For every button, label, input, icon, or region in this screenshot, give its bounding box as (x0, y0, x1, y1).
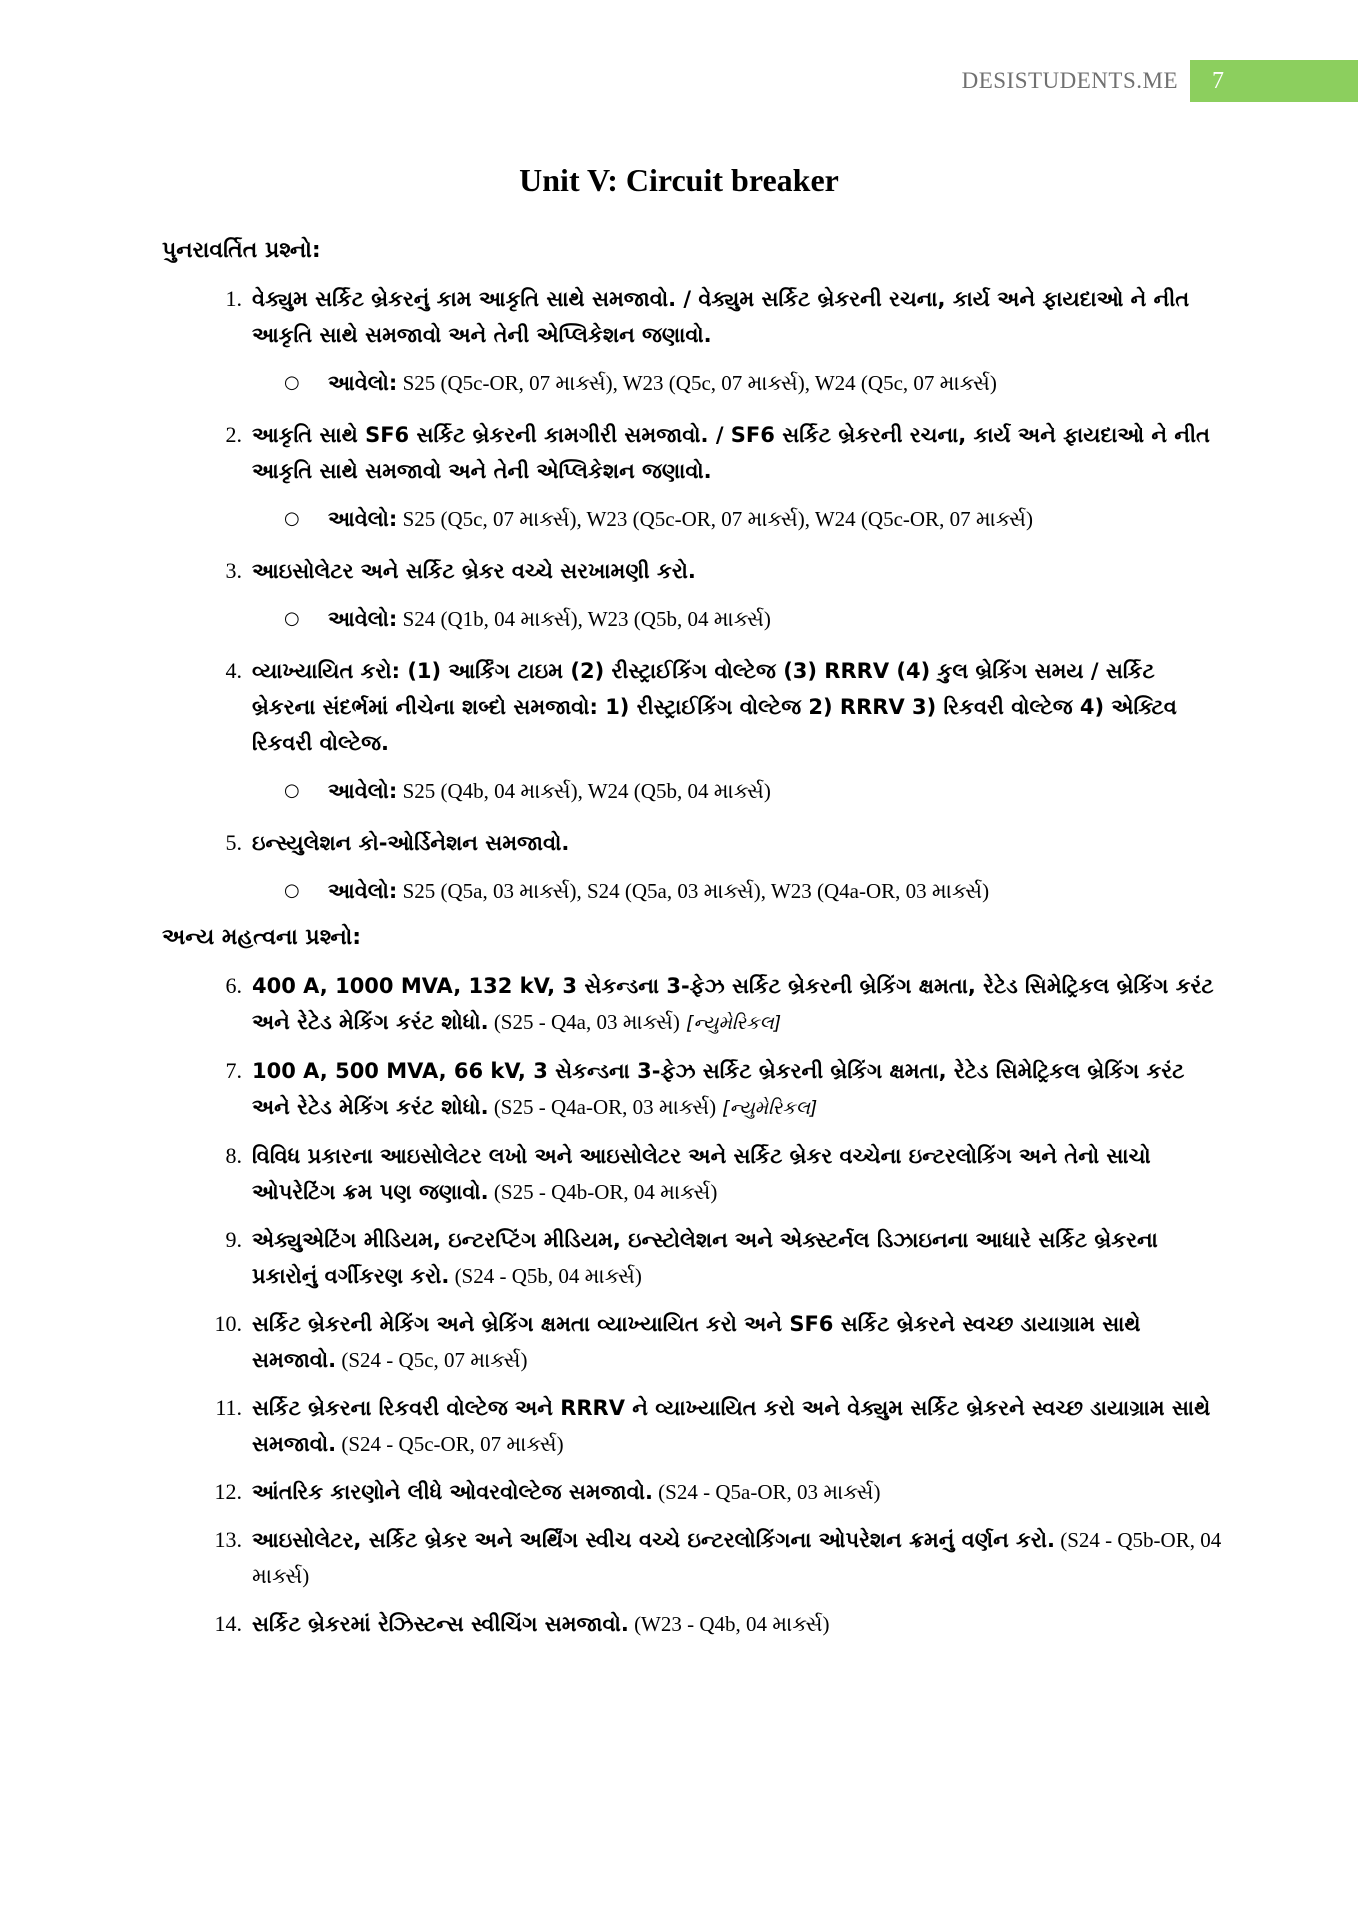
asked-exams: S25 (Q5c, 07 માર્ક્સ), W23 (Q5c-OR, 07 માર્ક્સ), W24 (Q5c-OR, 07 માર્ક્સ) (397, 507, 1034, 531)
question-text: વિવિધ પ્રકારના આઇસોલેટર લખો અને આઇસોલેટર અને સર્કિટ બ્રેકર વચ્ચેના ઇન્ટરલોકિંગ અને તેનો સાચો ઓપરેટિંગ ક્રમ પણ જણાવો. (252, 1144, 1151, 1204)
question-exam-ref: (S24 - Q5b, 04 માર્ક્સ) (449, 1264, 642, 1288)
unit-title: Unit V: Circuit breaker (519, 162, 839, 198)
circle-bullet-icon: ○ (284, 780, 300, 801)
asked-exams: S25 (Q4b, 04 માર્ક્સ), W24 (Q5b, 04 માર્ક્સ) (397, 779, 771, 803)
asked-exams: S25 (Q5a, 03 માર્ક્સ), S24 (Q5a, 03 માર્ક્સ), W23 (Q4a-OR, 03 માર્ક્સ) (397, 879, 990, 903)
question-number: 5. (225, 830, 242, 855)
asked-in (284, 501, 1222, 537)
question-item (204, 1474, 1222, 1510)
asked-label: આવેલો: (328, 607, 398, 631)
question-text: આઇસોલેટર, સર્કિટ બ્રેકર અને અર્થિંગ સ્વીચ વચ્ચે ઇન્ટરલોકિંગના ઓપરેશન ક્રમનું વર્ણન કરો. (252, 1528, 1055, 1552)
question-number: 14. (214, 1611, 242, 1636)
asked-label: આવેલો: (328, 779, 398, 803)
section-heading-other: અન્ય મહત્વના પ્રશ્નો: (162, 925, 362, 950)
question-text: ઇન્સ્યુલેશન કો-ઓર્ડિનેશન સમજાવો. (252, 831, 570, 855)
question-number: 10. (214, 1311, 242, 1336)
question-number: 8. (225, 1143, 242, 1168)
question-item (204, 281, 1222, 353)
question-text: આઇસોલેટર અને સર્કિટ બ્રેકર વચ્ચે સરખામણી કરો. (252, 559, 696, 583)
question-item (204, 1222, 1222, 1294)
question-number: 2. (225, 422, 242, 447)
circle-bullet-icon: ○ (284, 372, 300, 393)
circle-bullet-icon: ○ (284, 508, 300, 529)
asked-exams: S25 (Q5c-OR, 07 માર્ક્સ), W23 (Q5c, 07 માર્ક્સ), W24 (Q5c, 07 માર્ક્સ) (397, 371, 997, 395)
question-exam-ref: (S24 - Q5a-OR, 03 માર્ક્સ) (652, 1480, 881, 1504)
question-item (204, 553, 1222, 589)
question-text: આકૃતિ સાથે SF6 સર્કિટ બ્રેકરની કામગીરી સમજાવો. / SF6 સર્કિટ બ્રેકરની રચના, કાર્ય અને ફાયદાઓ ને નીત આકૃતિ સાથે સમજાવો અને તેની એપ્લિકેશન જણાવો. (252, 423, 1210, 483)
asked-label: આવેલો: (328, 507, 398, 531)
question-item (204, 1390, 1222, 1462)
question-number: 1. (225, 286, 242, 311)
page-number: 7 (1190, 60, 1358, 102)
question-number: 7. (225, 1058, 242, 1083)
question-item (204, 1522, 1222, 1594)
question-text: એક્યુએટિંગ મીડિયમ, ઇન્ટરપ્ટિંગ મીડિયમ, ઇન્સ્ટોલેશન અને એક્સ્ટર્નલ ડિઝાઇનના આધારે સર્કિટ બ્રેકરના પ્રકારોનું વર્ગીકરણ કરો. (252, 1228, 1158, 1288)
circle-bullet-icon: ○ (284, 880, 300, 901)
question-number: 11. (215, 1395, 242, 1420)
asked-in (284, 873, 1222, 909)
question-item (204, 968, 1222, 1041)
question-text: આંતરિક કારણોને લીધે ઓવરવોલ્ટેજ સમજાવો. (252, 1480, 653, 1504)
asked-in (284, 601, 1222, 637)
question-number: 6. (225, 973, 242, 998)
question-item (204, 1053, 1222, 1126)
site-name: DESISTUDENTS.ME (961, 68, 1178, 93)
asked-label: આવેલો: (328, 371, 398, 395)
question-text: સર્કિટ બ્રેકરના રિકવરી વોલ્ટેજ અને RRRV ને વ્યાખ્યાયિત કરો અને વેક્યુમ સર્કિટ બ્રેકરને સ્વચ્છ ડાયાગ્રામ સાથે સમજાવો. (252, 1396, 1211, 1456)
question-number: 9. (225, 1227, 242, 1252)
question-exam-ref: (S25 - Q4a-OR, 03 માર્ક્સ) (488, 1095, 717, 1119)
question-exam-ref: (S24 - Q5c-OR, 07 માર્ક્સ) (336, 1432, 564, 1456)
question-number: 4. (225, 658, 242, 683)
asked-in (284, 365, 1222, 401)
circle-bullet-icon: ○ (284, 608, 300, 629)
question-exam-ref: (S25 - Q4a, 03 માર્ક્સ) (488, 1010, 680, 1034)
section-heading-repeated: પુનરાવર્તિત પ્રશ્નો: (162, 238, 321, 263)
question-text: સર્કિટ બ્રેકરની મેકિંગ અને બ્રેકિંગ ક્ષમતા વ્યાખ્યાયિત કરો અને SF6 સર્કિટ બ્રેકરને સ્વચ્છ ડાયાગ્રામ સાથે સમજાવો. (252, 1312, 1141, 1372)
question-exam-ref: (W23 - Q4b, 04 માર્ક્સ) (628, 1612, 830, 1636)
question-item (204, 653, 1222, 761)
question-text: 100 A, 500 MVA, 66 kV, 3 સેકન્ડના 3-ફેઝ સર્કિટ બ્રેકરની બ્રેકિંગ ક્ષમતા, રેટેડ સિમેટ્રિકલ બ્રેકિંગ કરંટ અને રેટેડ મેકિંગ કરંટ શોધો. (252, 1059, 1185, 1119)
question-item (204, 1606, 1222, 1642)
question-note: [ન્યુમેરિકલ] (716, 1097, 818, 1119)
asked-label: આવેલો: (328, 879, 398, 903)
question-number: 3. (225, 558, 242, 583)
question-text: 400 A, 1000 MVA, 132 kV, 3 સેકન્ડના 3-ફેઝ સર્કિટ બ્રેકરની બ્રેકિંગ ક્ષમતા, રેટેડ સિમેટ્રિકલ બ્રેકિંગ કરંટ અને રેટેડ મેકિંગ કરંટ શોધો. (252, 974, 1214, 1034)
question-text: વેક્યુમ સર્કિટ બ્રેકરનું કામ આકૃતિ સાથે સમજાવો. / વેક્યુમ સર્કિટ બ્રેકરની રચના, કાર્ય અને ફાયદાઓ ને નીત આકૃતિ સાથે સમજાવો અને તેની એપ્લિકેશન જણાવો. (252, 287, 1190, 347)
question-text: વ્યાખ્યાયિત કરો: (1) આર્કિંગ ટાઇમ (2) રીસ્ટ્રાઈકિંગ વોલ્ટેજ (3) RRRV (4) કુલ બ્રેકિંગ સમય / સર્કિટ બ્રેકરના સંદર્ભમાં નીચેના શબ્દો સમજાવો: 1) રીસ્ટ્રાઈકિંગ વોલ્ટેજ 2) RRRV 3) રિકવરી વોલ્ટેજ 4) એક્ટિવ રિકવરી વોલ્ટેજ. (252, 659, 1177, 755)
question-number: 12. (214, 1479, 242, 1504)
question-item (204, 1138, 1222, 1210)
page-header (962, 60, 1358, 102)
question-exam-ref: (S24 - Q5b-OR, 04 માર્ક્સ) (252, 1528, 1222, 1588)
content (162, 238, 1222, 1654)
asked-exams: S24 (Q1b, 04 માર્ક્સ), W23 (Q5b, 04 માર્ક્સ) (397, 607, 771, 631)
question-exam-ref: (S25 - Q4b-OR, 04 માર્ક્સ) (488, 1180, 718, 1204)
question-number: 13. (214, 1527, 242, 1552)
question-item (204, 825, 1222, 861)
question-note: [ન્યુમેરિકલ] (679, 1012, 782, 1034)
asked-in (284, 773, 1222, 809)
question-item (204, 1306, 1222, 1378)
question-exam-ref: (S24 - Q5c, 07 માર્ક્સ) (336, 1348, 528, 1372)
question-item (204, 417, 1222, 489)
question-text: સર્કિટ બ્રેકરમાં રેઝિસ્ટન્સ સ્વીચિંગ સમજાવો. (252, 1612, 629, 1636)
